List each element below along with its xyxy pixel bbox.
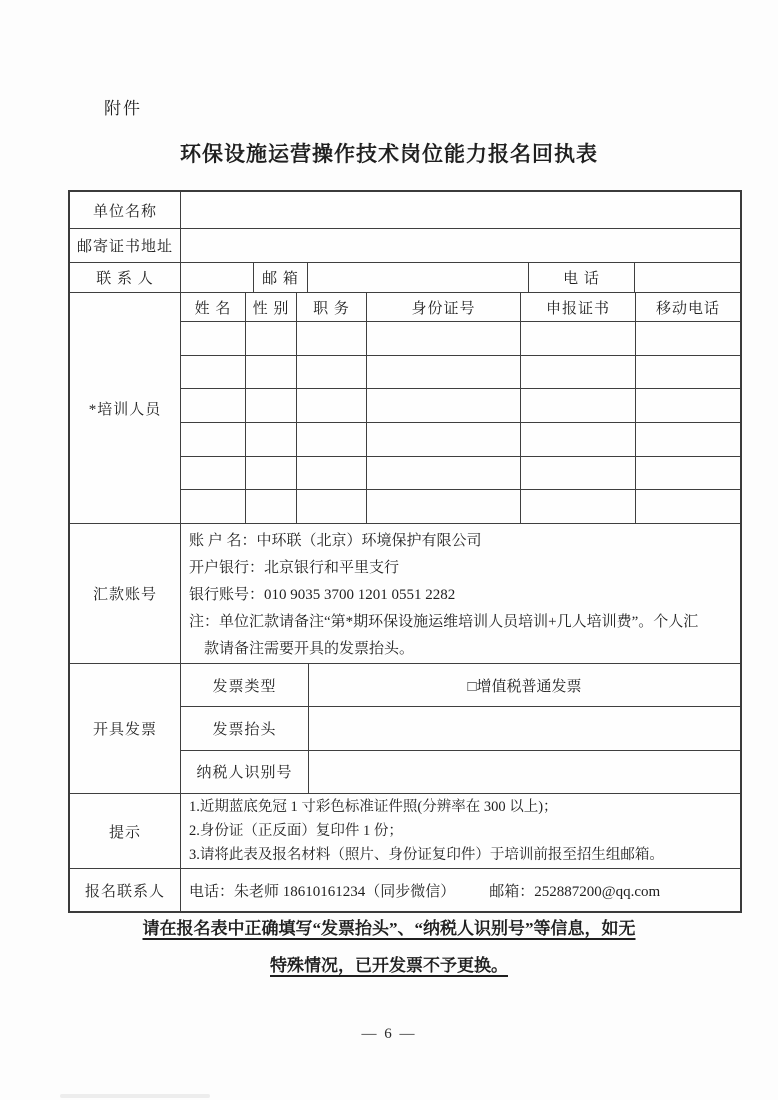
tip-item-3: 3.请将此表及报名材料（照片、身份证复印件）于培训前报至招生组邮箱。 bbox=[189, 847, 664, 863]
unit-name-value-cell bbox=[180, 192, 740, 228]
invoice-row-type bbox=[181, 664, 740, 706]
tips-content bbox=[180, 794, 740, 868]
registration-contact-label: 报名联系人 bbox=[84, 883, 165, 900]
trainee-cell bbox=[366, 389, 520, 422]
footer-note-line1: 请在报名表中正确填写“发票抬头”、“纳税人识别号”等信息，如无 bbox=[142, 919, 636, 938]
contact-label: 联 系 人 bbox=[96, 271, 154, 287]
unit-name-label: 单位名称 bbox=[92, 203, 157, 220]
trainee-cell bbox=[296, 490, 366, 523]
trainee-cell bbox=[635, 322, 740, 355]
trainee-cell bbox=[366, 423, 520, 456]
invoice-row-header bbox=[181, 706, 740, 749]
trainee-row bbox=[181, 321, 740, 355]
registration-contact-phone: 电话：朱老师 18610161234（同步微信） bbox=[189, 883, 456, 900]
trainees-col-gender: 性 别 bbox=[245, 293, 296, 321]
trainee-cell bbox=[520, 490, 635, 523]
trainee-cell bbox=[635, 490, 740, 523]
mailing-address-value-cell bbox=[180, 229, 740, 262]
remittance-note-line1: 注：单位汇款请备注“第*期环保设施运维培训人员培训+几人培训费”。个人汇 bbox=[189, 614, 699, 630]
trainee-cell bbox=[520, 389, 635, 422]
trainee-cell bbox=[635, 457, 740, 490]
trainee-cell bbox=[296, 457, 366, 490]
attachment-label: 附件 bbox=[104, 99, 142, 118]
trainees-col-cert: 申报证书 bbox=[520, 293, 635, 321]
invoice-taxid-label: 纳税人识别号 bbox=[196, 765, 293, 782]
trainee-cell bbox=[366, 457, 520, 490]
trainee-cell bbox=[296, 389, 366, 422]
trainees-col-id: 身份证号 bbox=[366, 293, 520, 321]
footer-note bbox=[0, 910, 778, 984]
trainees-label: *培训人员 bbox=[88, 401, 162, 418]
section-registration-contact bbox=[70, 868, 740, 911]
contact-email-label: 邮 箱 bbox=[253, 263, 307, 292]
contact-value-cell bbox=[180, 263, 253, 292]
trainee-cell bbox=[181, 389, 245, 422]
registration-contact-email: 邮箱：252887200@qq.com bbox=[489, 883, 661, 900]
trainee-cell bbox=[296, 322, 366, 355]
trainee-cell bbox=[245, 322, 296, 355]
trainee-row bbox=[181, 456, 740, 490]
trainee-cell bbox=[181, 322, 245, 355]
remittance-label: 汇款账号 bbox=[92, 587, 157, 603]
section-trainees bbox=[70, 292, 740, 523]
mailing-address-label: 邮寄证书地址 bbox=[76, 239, 173, 255]
trainee-empty-rows bbox=[181, 321, 740, 523]
trainee-cell bbox=[181, 490, 245, 523]
section-invoice bbox=[70, 663, 740, 793]
invoice-row-taxid bbox=[181, 750, 740, 793]
contact-phone-label: 电 话 bbox=[528, 263, 634, 292]
invoice-subtable bbox=[180, 664, 740, 793]
trainee-cell bbox=[520, 423, 635, 456]
trainees-col-mobile: 移动电话 bbox=[635, 293, 740, 321]
row-contact bbox=[70, 262, 740, 292]
trainee-cell bbox=[520, 356, 635, 389]
trainee-cell bbox=[245, 389, 296, 422]
invoice-header-value bbox=[308, 707, 740, 749]
scan-artifact bbox=[60, 1094, 210, 1098]
trainee-cell bbox=[245, 490, 296, 523]
tips-label: 提示 bbox=[108, 824, 141, 841]
invoice-type-value: □增值税普通发票 bbox=[308, 664, 740, 706]
remittance-note-line2: 款请备注需要开具的发票抬头。 bbox=[204, 641, 415, 657]
page-title: 环保设施运营操作技术岗位能力报名回执表 bbox=[180, 142, 598, 166]
trainee-cell bbox=[181, 457, 245, 490]
invoice-label: 开具发票 bbox=[92, 722, 157, 738]
trainee-cell bbox=[635, 423, 740, 456]
trainee-row bbox=[181, 388, 740, 422]
footer-note-line2: 特殊情况，已开发票不予更换。 bbox=[270, 956, 508, 975]
trainee-cell bbox=[245, 423, 296, 456]
registration-form-table bbox=[68, 190, 742, 913]
page-number: — 6 — bbox=[361, 1026, 417, 1042]
trainee-row bbox=[181, 355, 740, 389]
invoice-type-label: 发票类型 bbox=[212, 678, 277, 695]
contact-phone-value-cell bbox=[634, 263, 740, 292]
contact-email-value-cell bbox=[307, 263, 528, 292]
trainees-col-name: 姓 名 bbox=[194, 300, 232, 317]
trainee-cell bbox=[366, 356, 520, 389]
remittance-content bbox=[180, 524, 740, 663]
section-remittance bbox=[70, 523, 740, 663]
trainee-cell bbox=[635, 356, 740, 389]
trainee-cell bbox=[245, 457, 296, 490]
trainee-cell bbox=[181, 356, 245, 389]
trainee-row bbox=[181, 489, 740, 523]
tip-item-1: 1.近期蓝底免冠 1 寸彩色标准证件照(分辨率在 300 以上)； bbox=[189, 799, 558, 815]
trainee-row bbox=[181, 422, 740, 456]
remittance-account-number: 银行账号：010 9035 3700 1201 0551 2282 bbox=[189, 587, 456, 603]
trainee-cell bbox=[245, 356, 296, 389]
remittance-account-name: 账 户 名：中环联（北京）环境保护有限公司 bbox=[189, 533, 482, 549]
invoice-header-label: 发票抬头 bbox=[212, 721, 277, 738]
row-mailing-address bbox=[70, 228, 740, 262]
trainee-cell bbox=[181, 423, 245, 456]
trainee-cell bbox=[366, 490, 520, 523]
invoice-taxid-value bbox=[308, 751, 740, 793]
trainees-col-title: 职 务 bbox=[296, 293, 366, 321]
trainee-cell bbox=[366, 322, 520, 355]
trainee-cell bbox=[635, 389, 740, 422]
section-tips bbox=[70, 793, 740, 868]
trainee-cell bbox=[296, 356, 366, 389]
remittance-bank: 开户银行：北京银行和平里支行 bbox=[189, 560, 400, 576]
trainees-header-row bbox=[181, 293, 740, 321]
registration-contact-content bbox=[180, 869, 740, 911]
trainee-cell bbox=[520, 457, 635, 490]
trainees-subtable bbox=[180, 293, 740, 523]
trainee-cell bbox=[520, 322, 635, 355]
tip-item-2: 2.身份证（正反面）复印件 1 份； bbox=[189, 823, 403, 839]
row-unit-name bbox=[70, 192, 740, 228]
trainee-cell bbox=[296, 423, 366, 456]
